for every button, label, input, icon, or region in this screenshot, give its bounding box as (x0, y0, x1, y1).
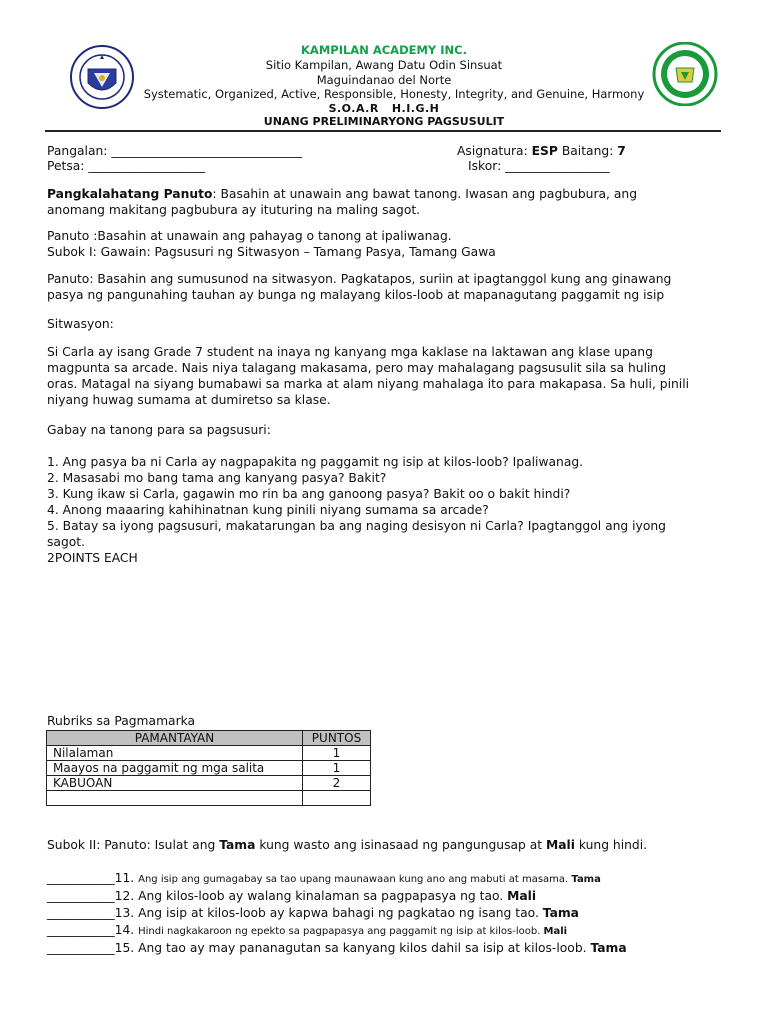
item-14 (47, 922, 727, 940)
rubric-header-row (47, 731, 371, 746)
rubric-criterion: Nilalaman (47, 746, 303, 761)
question-2: 2. Masasabi mo bang tama ang kanyang pasya? Bakit? (47, 471, 387, 485)
item-text: 13. Ang isip at kilos-loob ay kapwa bahagi ng pagkatao ng isang tao. (114, 906, 543, 920)
situation-line-4: niyang huwag sumama at dumiretso sa klase. (47, 393, 331, 407)
school-name: KAMPILAN ACADEMY INC. (301, 43, 467, 57)
part2-instructions (47, 837, 727, 853)
item-12 (47, 888, 727, 905)
part1-instructions (47, 228, 727, 260)
rubric-criterion: Maayos na paggamit ng mga salita (47, 761, 303, 776)
question-4: 4. Anong maaaring kahihinatnan kung pinili niyang sumama sa arcade? (47, 503, 489, 517)
score-field[interactable]: Iskor: _________________ (468, 159, 610, 173)
true-false-items (47, 870, 727, 957)
points-note: 2POINTS EACH (47, 551, 138, 565)
item-15 (47, 940, 727, 957)
item-answer: Mali (543, 926, 568, 937)
answer-blank[interactable]: ___________ (47, 871, 115, 885)
subject-value: ESP (531, 144, 558, 158)
answer-blank[interactable]: ___________ (47, 889, 115, 903)
rubric-criterion: KABUOAN (47, 776, 303, 791)
rubric-row (47, 746, 371, 761)
item-text: 12. Ang kilos-loob ay walang kinalaman sa pagpapasya ng tao. (114, 889, 508, 903)
item-answer: Tama (542, 906, 579, 920)
part2-instruction-a: Subok II: Panuto: Isulat ang (47, 838, 220, 852)
general-instructions-text-1: : Basahin at unawain ang bawat tanong. Iwasan ang pagbubura, ang (212, 187, 637, 201)
panuto-2-line-1: Panuto: Basahin ang sumusunod na sitwasyon. Pagkatapos, suriin at ipagtanggol kung ang ginawang (47, 272, 672, 286)
questions-label: Gabay na tanong para sa pagsusuri: (47, 423, 271, 437)
rubric-points (303, 791, 371, 806)
situation-line-1: Si Carla ay isang Grade 7 student na inaya ng kanyang mga kaklase na laktawan ang klase upang (47, 345, 653, 359)
item-text: 15. Ang tao ay may pananagutan sa kanyang kilos dahil sa isip at kilos-loob. (114, 941, 591, 955)
general-instructions-text-2: anomang makitang pagbubura ay ituturing na maling sagot. (47, 203, 421, 217)
panuto-1: Panuto :Basahin at unawain ang pahayag o tanong at ipaliwanag. (47, 229, 452, 243)
item-answer: Mali (507, 889, 537, 903)
item-13 (47, 905, 727, 922)
item-answer: Tama (571, 874, 601, 885)
panuto-2-line-2: pasya ng pangunahing tauhan ay bunga ng malayang kilos-loob at mapanagutang paggamit ng isip (47, 288, 665, 302)
subject-grade-field (457, 144, 626, 158)
header-divider (45, 130, 721, 132)
rubric-title: Rubriks sa Pagmamarka (47, 714, 196, 728)
situation-line-2: magpunta sa arcade. Nais niya talagang makasama, pero may mahalagang pagsusulit sila sa huling (47, 361, 667, 375)
general-instructions-label: Pangkalahatang Panuto (47, 187, 213, 201)
item-text: 11. (114, 871, 139, 885)
question-1: 1. Ang pasya ba ni Carla ay nagpapakita ng paggamit ng isip at kilos-loob? Ipaliwanag. (47, 455, 584, 469)
situation-text (47, 344, 727, 408)
rubric-header-criterion: PAMANTAYAN (47, 731, 303, 746)
date-field[interactable]: Petsa: ___________________ (47, 159, 206, 173)
rubric-criterion (47, 791, 303, 806)
item-answer: Tama (590, 941, 627, 955)
item-11 (47, 870, 727, 888)
subject-label: Asignatura: (457, 144, 532, 158)
general-instructions (47, 186, 727, 218)
school-motto: Systematic, Organized, Active, Responsible, Honesty, Integrity, and Genuine, Harmony (143, 87, 645, 101)
answer-blank[interactable]: ___________ (47, 906, 115, 920)
question-5-line-2: sagot. (47, 535, 86, 549)
answer-blank[interactable]: ___________ (47, 941, 115, 955)
part2-instruction-b: kung wasto ang isinasaad ng pangungusap at (255, 838, 546, 852)
guide-questions (47, 454, 727, 566)
grade-value: 7 (617, 144, 626, 158)
part2-tama: Tama (219, 838, 256, 852)
soar-high-slogan: S.O.A.R H.I.G.H (328, 102, 440, 115)
school-address-line2: Maguindanao del Norte (316, 73, 452, 87)
part2-instruction-c: kung hindi. (574, 838, 648, 852)
rubric-points: 1 (303, 746, 371, 761)
rubric-points: 1 (303, 761, 371, 776)
item-text-small: Hindi nagkakaroon ng epekto sa pagpapasya ang paggamit ng isip at kilos-loob. (138, 926, 544, 937)
rubric-header-points: PUNTOS (303, 731, 371, 746)
situation-line-3: oras. Matagal na siyang bumabawi sa marka at alam niyang mahalaga ito para makapasa. Sa huli, pinili (47, 377, 690, 391)
rubric-table (46, 730, 371, 806)
part2-mali: Mali (546, 838, 575, 852)
rubric-points: 2 (303, 776, 371, 791)
panuto-2 (47, 271, 727, 303)
answer-blank[interactable]: ___________ (47, 923, 115, 937)
item-text: 14. (114, 923, 139, 937)
subok-1-title: Subok I: Gawain: Pagsusuri ng Sitwasyon – Tamang Pasya, Tamang Gawa (47, 245, 496, 259)
rubric-row (47, 761, 371, 776)
exam-title: UNANG PRELIMINARYONG PAGSUSULIT (263, 115, 505, 128)
grade-label: Baitang: (557, 144, 618, 158)
name-field[interactable]: Pangalan: _______________________________ (47, 144, 302, 158)
situation-label: Sitwasyon: (47, 317, 114, 331)
school-address-line1: Sitio Kampilan, Awang Datu Odin Sinsuat (265, 58, 503, 72)
item-text-small: Ang isip ang gumagabay sa tao upang maunawaan kung ano ang mabuti at masama. (138, 874, 572, 885)
rubric-row (47, 791, 371, 806)
question-3: 3. Kung ikaw si Carla, gagawin mo rin ba ang ganoong pasya? Bakit oo o bakit hindi? (47, 487, 571, 501)
rubric-row (47, 776, 371, 791)
question-5-line-1: 5. Batay sa iyong pagsusuri, makatarungan ba ang naging desisyon ni Carla? Ipagtanggol ang iyong (47, 519, 666, 533)
